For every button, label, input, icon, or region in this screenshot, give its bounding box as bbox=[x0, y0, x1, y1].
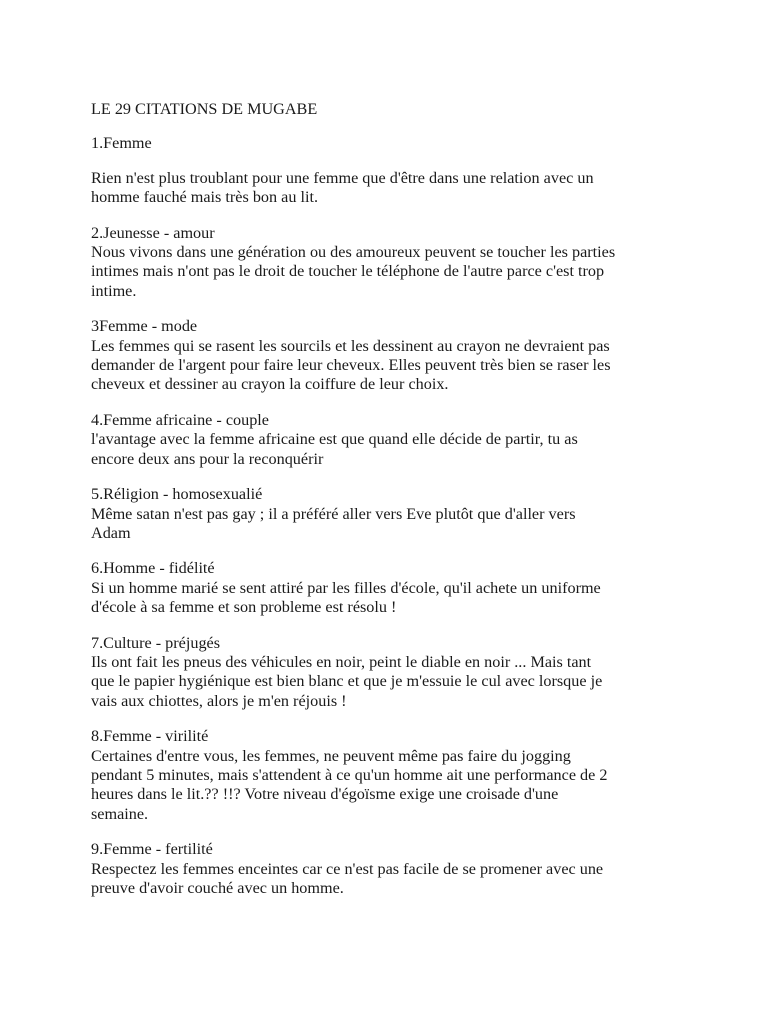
quote-section bbox=[91, 840, 691, 898]
quote-line: Rien n'est plus troublant pour une femme que d'être dans une relation avec un bbox=[91, 168, 594, 187]
quote-text bbox=[91, 860, 691, 899]
quote-section bbox=[91, 634, 691, 712]
quote-section bbox=[91, 317, 691, 395]
quote-line: Ils ont fait les pneus des véhicules en noir, peint le diable en noir ... Mais tant bbox=[91, 652, 592, 671]
quote-line: semaine. bbox=[91, 804, 149, 823]
quote-heading: 7.Culture - préjugés bbox=[91, 633, 221, 652]
quote-heading: 5.Réligion - homosexualié bbox=[91, 485, 263, 504]
quote-line: Respectez les femmes enceintes car ce n'est pas facile de se promener avec une bbox=[91, 859, 604, 878]
quote-heading: 6.Homme - fidélité bbox=[91, 559, 215, 578]
quote-heading: 2.Jeunesse - amour bbox=[91, 223, 215, 242]
quote-heading: 3Femme - mode bbox=[91, 317, 198, 336]
quote-line: l'avantage avec la femme africaine est que quand elle décide de partir, tu as bbox=[91, 430, 578, 449]
document-title: LE 29 CITATIONS DE MUGABE bbox=[91, 100, 318, 118]
quote-line: Si un homme marié se sent attiré par les filles d'école, qu'il achete un uniforme bbox=[91, 578, 601, 597]
quote-line: intime. bbox=[91, 281, 137, 300]
quote-section bbox=[91, 411, 691, 469]
quote-section bbox=[91, 559, 691, 617]
quote-line: cheveux et dessiner au crayon la coiffure de leur choix. bbox=[91, 375, 449, 394]
quote-line: homme fauché mais très bon au lit. bbox=[91, 188, 319, 207]
quote-line: Les femmes qui se rasent les sourcils et les dessinent au crayon ne devraient pas bbox=[91, 336, 610, 355]
quote-text bbox=[91, 747, 691, 825]
quote-line: Même satan n'est pas gay ; il a préféré aller vers Eve plutôt que d'aller vers bbox=[91, 504, 576, 523]
quote-section bbox=[91, 727, 691, 824]
quote-line: demander de l'argent pour faire leur cheveux. Elles peuvent très bien se raser les bbox=[91, 356, 611, 375]
quote-text bbox=[91, 243, 691, 301]
quote-text bbox=[91, 337, 691, 395]
quote-heading: 9.Femme - fertilité bbox=[91, 840, 213, 859]
quote-line: vais aux chiottes, alors je m'en réjouis ! bbox=[91, 691, 347, 710]
quote-section bbox=[91, 134, 691, 207]
quote-line: intimes mais n'ont pas le droit de toucher le téléphone de l'autre parce c'est trop bbox=[91, 262, 605, 281]
quote-heading: 8.Femme - virilité bbox=[91, 727, 209, 746]
quote-line: d'école à sa femme et son probleme est résolu ! bbox=[91, 598, 397, 617]
quote-line: Nous vivons dans une génération ou des amoureux peuvent se toucher les parties bbox=[91, 243, 616, 262]
quote-text bbox=[91, 579, 691, 618]
quote-line: Adam bbox=[91, 523, 131, 542]
quote-text bbox=[91, 653, 691, 711]
quote-line: encore deux ans pour la reconquérir bbox=[91, 449, 324, 468]
quote-heading: 1.Femme bbox=[91, 134, 152, 153]
document-page bbox=[91, 100, 691, 914]
quote-section bbox=[91, 224, 691, 302]
quote-line: Certaines d'entre vous, les femmes, ne peuvent même pas faire du jogging bbox=[91, 746, 571, 765]
quote-line: preuve d'avoir couché avec un homme. bbox=[91, 879, 344, 897]
quote-text bbox=[91, 430, 691, 469]
quote-line: heures dans le lit.?? !!? Votre niveau d'égoïsme exige une croisade d'une bbox=[91, 785, 559, 804]
quote-text bbox=[91, 169, 691, 208]
quote-section bbox=[91, 485, 691, 543]
quote-text bbox=[91, 505, 691, 544]
quote-heading: 4.Femme africaine - couple bbox=[91, 410, 269, 429]
quote-line: que le papier hygiénique est bien blanc et que je m'essuie le cul avec lorsque je bbox=[91, 672, 603, 691]
quote-line: pendant 5 minutes, mais s'attendent à ce qu'un homme ait une performance de 2 bbox=[91, 765, 608, 784]
